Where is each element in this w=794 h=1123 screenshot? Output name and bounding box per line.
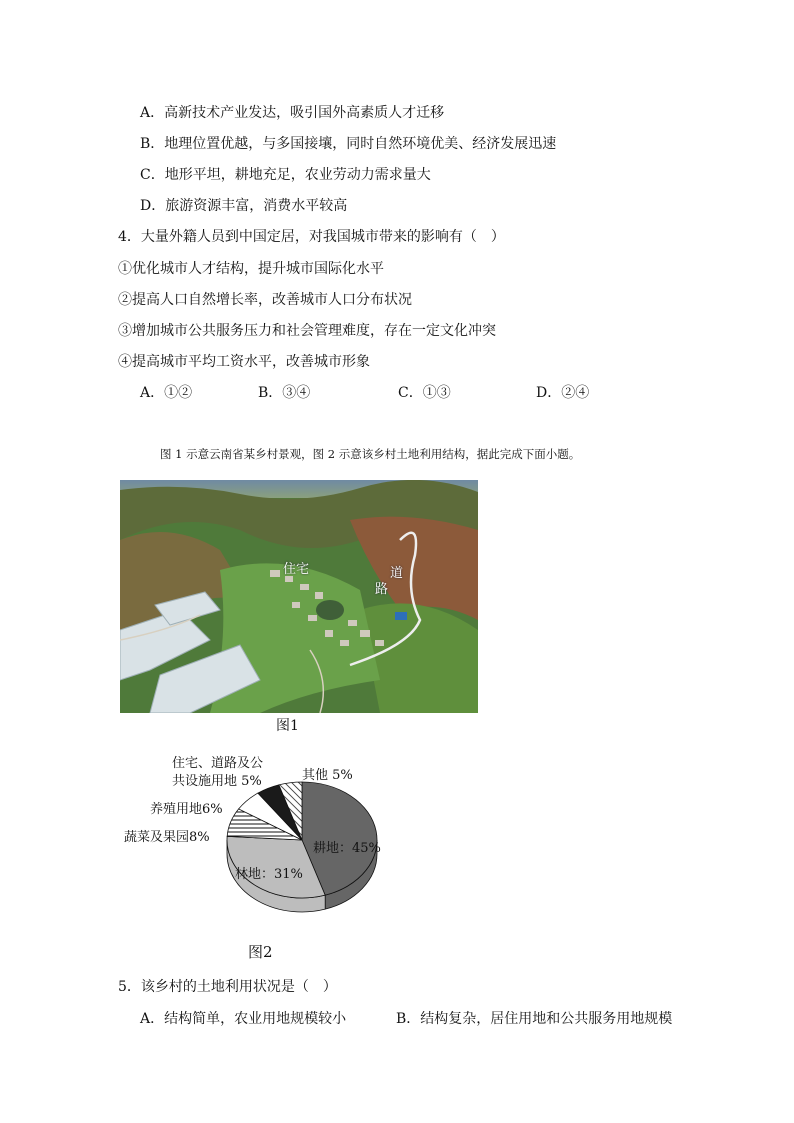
q4-choice-d: D．②④ xyxy=(536,385,590,401)
label-residential-line2: 共设施用地 5% xyxy=(172,774,262,789)
q3-option-b: B．地理位置优越，与多国接壤，同时自然环境优美、经济发展迅速 xyxy=(140,136,557,152)
q5-stem: 5．该乡村的土地利用状况是（ ） xyxy=(118,979,337,995)
q4-statement-2: ②提高人口自然增长率，改善城市人口分布状况 xyxy=(118,292,412,308)
label-road-2: 路 xyxy=(375,582,389,597)
q5-option-a: A．结构简单，农业用地规模较小 xyxy=(140,1011,347,1027)
village-landscape-illustration xyxy=(120,480,478,713)
label-residential: 住宅 xyxy=(283,562,310,577)
label-breeding: 养殖用地6% xyxy=(150,802,223,817)
q4-statement-3: ③增加城市公共服务压力和社会管理难度，存在一定文化冲突 xyxy=(118,323,496,339)
label-cultivated: 耕地：45% xyxy=(313,841,381,856)
q4-statement-1: ①优化城市人才结构，提升城市国际化水平 xyxy=(118,261,384,277)
q4-stem: 4．大量外籍人员到中国定居，对我国城市带来的影响有（ ） xyxy=(118,229,505,245)
village-aerial-photo xyxy=(120,480,478,713)
label-vegetable: 蔬菜及果园8% xyxy=(124,830,210,845)
q3-option-d: D．旅游资源丰富，消费水平较高 xyxy=(140,198,348,214)
figure-intro: 图 1 示意云南省某乡村景观，图 2 示意该乡村土地利用结构，据此完成下面小题。 xyxy=(160,447,581,461)
label-other: 其他 5% xyxy=(302,768,353,783)
land-use-pie-chart xyxy=(110,750,410,930)
q5-option-b: B．结构复杂，居住用地和公共服务用地规模 xyxy=(396,1011,673,1027)
q4-choice-b: B．③④ xyxy=(258,385,311,401)
q3-option-a: A．高新技术产业发达，吸引国外高素质人才迁移 xyxy=(140,105,445,121)
q4-choice-a: A．①② xyxy=(140,385,193,401)
q3-option-c: C．地形平坦，耕地充足，农业劳动力需求量大 xyxy=(140,167,431,183)
label-road-1: 道 xyxy=(390,566,404,581)
label-residential-line1: 住宅、道路及公 xyxy=(172,756,264,771)
q4-statement-4: ④提高城市平均工资水平，改善城市形象 xyxy=(118,354,370,370)
q4-choice-c: C．①③ xyxy=(398,385,451,401)
label-forest: 林地：31% xyxy=(235,867,303,882)
figure1-caption: 图1 xyxy=(276,718,299,734)
figure2-caption: 图2 xyxy=(248,943,273,961)
